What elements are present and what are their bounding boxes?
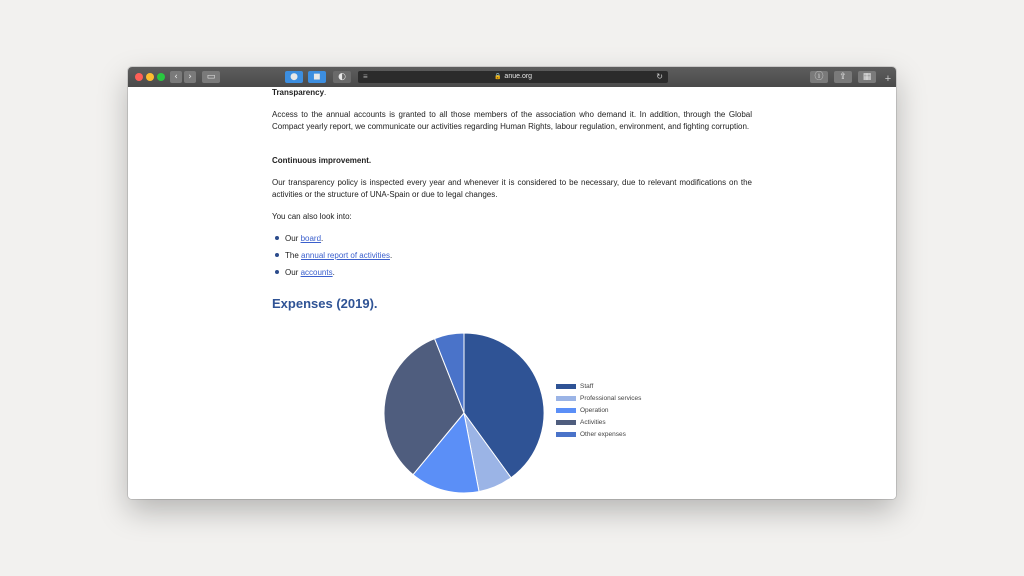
transparency-title: Transparency	[272, 88, 325, 97]
transparency-section: Transparency.	[272, 88, 327, 97]
extension-icon: ●	[290, 72, 298, 82]
legend-label: Staff	[580, 383, 594, 390]
address-bar[interactable]	[358, 71, 668, 83]
legend-swatch	[556, 396, 576, 401]
sidebar-toggle-button[interactable]	[202, 71, 220, 83]
look-into-text: You can also look into:	[272, 212, 352, 221]
close-window-button[interactable]	[135, 73, 143, 81]
list-item-suffix: .	[389, 251, 393, 260]
list-item-suffix: .	[321, 234, 324, 243]
transparency-text: Access to the annual accounts is granted to all those members of the association who demand it. In addition, through the Global Compact yearly report, we communicate our activities regarding Human Rights, labour regulation, environment, and fighting corruption.	[272, 110, 752, 131]
page-content	[128, 87, 896, 499]
list-item-prefix: The	[285, 251, 302, 260]
improvement-section	[272, 155, 752, 167]
tab-overview-button[interactable]	[858, 71, 876, 83]
new-tab-button[interactable]	[882, 73, 894, 85]
lock-icon: 🔒	[493, 74, 502, 80]
board-link[interactable]: board	[300, 234, 322, 243]
extension-icon: ◼	[313, 72, 321, 82]
browser-toolbar	[128, 67, 896, 88]
shield-icon: ◐	[338, 72, 346, 82]
expenses-pie-chart	[378, 327, 550, 499]
legend-label: Other expenses	[580, 431, 626, 438]
minimize-window-button[interactable]	[146, 73, 154, 81]
forward-button[interactable]	[184, 71, 196, 83]
legend-label: Operation	[580, 407, 609, 414]
expenses-heading: Expenses (2019).	[272, 296, 378, 311]
legend-label: Activities	[580, 419, 606, 426]
list-item	[272, 234, 323, 243]
legend-item	[556, 419, 641, 431]
info-button[interactable]	[810, 71, 828, 83]
chevron-left-icon: ‹	[174, 72, 178, 82]
extension-button-2[interactable]	[308, 71, 326, 83]
annual-report-link[interactable]: annual report of activities	[301, 251, 390, 260]
privacy-shield-button[interactable]	[333, 71, 351, 83]
extension-button-1[interactable]	[285, 71, 303, 83]
legend-item	[556, 431, 641, 443]
zoom-window-button[interactable]	[157, 73, 165, 81]
legend-item	[556, 383, 641, 395]
chevron-right-icon: ›	[188, 72, 192, 82]
transparency-paragraph	[272, 109, 752, 132]
list-item	[272, 251, 392, 260]
list-item-prefix: Our	[285, 234, 301, 243]
legend-label: Professional services	[580, 395, 642, 402]
list-item-prefix: Our	[285, 268, 301, 277]
back-button[interactable]	[170, 71, 182, 83]
share-icon: ⇪	[839, 72, 847, 82]
url-text: anue.org	[504, 73, 533, 80]
look-into-paragraph	[272, 211, 752, 223]
legend-swatch	[556, 420, 576, 425]
legend-item	[556, 395, 641, 407]
info-icon: ⓘ	[814, 72, 824, 82]
grid-icon: ▦	[862, 72, 872, 82]
list-item-suffix: .	[332, 268, 335, 277]
bullet-icon	[275, 236, 279, 240]
reader-mode-icon[interactable]: ≡	[363, 72, 368, 81]
legend-swatch	[556, 408, 576, 413]
sidebar-icon: ▭	[206, 72, 216, 82]
improvement-text: Our transparency policy is inspected every year and whenever it is considered to be necessary, due to relevant modifications on the activities or the structure of UNA-Spain or due to legal changes.	[272, 178, 752, 199]
improvement-title: Continuous improvement.	[272, 156, 372, 165]
chart-legend	[556, 383, 641, 443]
bullet-icon	[275, 270, 279, 274]
accounts-link[interactable]: accounts	[300, 268, 333, 277]
reload-icon[interactable]: ↻	[656, 72, 663, 81]
browser-window	[128, 67, 896, 499]
bullet-icon	[275, 253, 279, 257]
share-button[interactable]	[834, 71, 852, 83]
legend-item	[556, 407, 641, 419]
legend-swatch	[556, 432, 576, 437]
legend-swatch	[556, 384, 576, 389]
plus-icon: +	[884, 73, 892, 85]
improvement-paragraph	[272, 177, 752, 200]
list-item	[272, 268, 335, 277]
